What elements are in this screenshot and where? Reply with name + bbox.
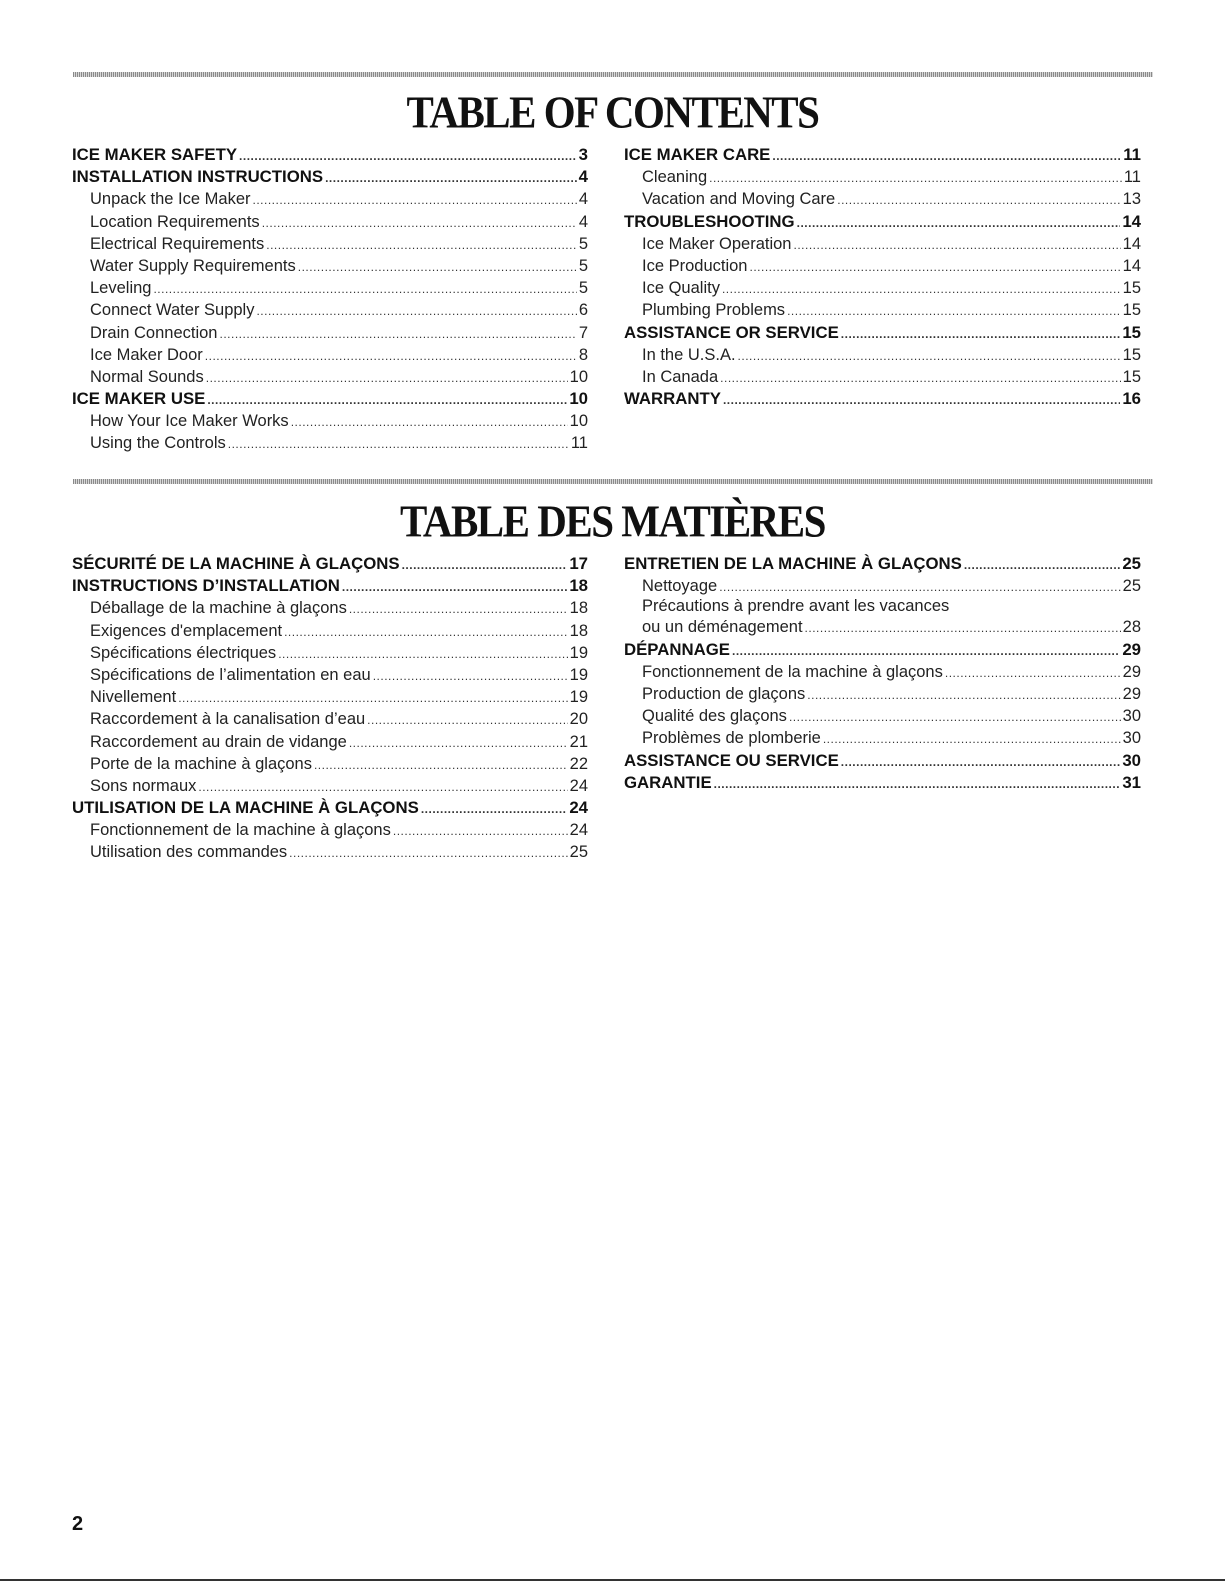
toc-page-number: 30	[1122, 750, 1141, 770]
toc-subsection-entry	[72, 432, 588, 454]
dot-leader	[325, 167, 577, 189]
dot-leader	[228, 433, 569, 455]
toc-subsection-entry	[624, 255, 1141, 277]
toc-entry-title: ICE MAKER CARE	[624, 145, 771, 164]
toc-entry-title: SÉCURITÉ DE LA MACHINE À GLAÇONS	[72, 554, 400, 573]
toc-subsection-entry	[624, 299, 1141, 321]
toc-subsection-entry	[72, 775, 588, 797]
toc-page-number: 13	[1122, 190, 1141, 209]
toc-entry-title: Nettoyage	[642, 577, 718, 596]
toc-entry-title: Utilisation des commandes	[90, 843, 288, 862]
toc-page-number: 14	[1122, 234, 1141, 253]
toc-page-number: 18	[569, 599, 588, 618]
toc-subsection-entry	[624, 344, 1141, 366]
dot-leader	[732, 640, 1120, 662]
toc-page-number: 10	[569, 389, 588, 409]
toc-entry-title: Sons normaux	[90, 776, 197, 795]
toc-subsection-entry	[72, 708, 588, 730]
dot-leader	[289, 842, 567, 864]
dot-leader	[178, 687, 567, 709]
toc-page-number: 24	[569, 798, 588, 818]
toc-subsection-entry	[624, 705, 1141, 727]
toc-page-number: 11	[1123, 145, 1141, 164]
toc-entry-title: Ice Maker Operation	[642, 234, 792, 253]
toc-entry-title: INSTRUCTIONS D’INSTALLATION	[72, 576, 340, 596]
toc-entry-title: Connect Water Supply	[90, 301, 255, 320]
toc-entry-title: Raccordement au drain de vidange	[90, 732, 347, 751]
toc-section-entry	[624, 144, 1141, 166]
toc-page-number: 25	[1122, 554, 1141, 573]
toc-section-entry	[624, 388, 1141, 410]
toc-page-number: 7	[578, 323, 588, 342]
dot-leader	[239, 145, 577, 167]
toc-page-number: 29	[1122, 639, 1141, 659]
toc-subsection-entry	[72, 233, 588, 255]
dot-leader	[807, 684, 1120, 706]
toc-page-number: 5	[578, 234, 588, 253]
dot-leader	[714, 773, 1121, 795]
toc-english-right-column	[624, 144, 1141, 410]
toc-entry-title: How Your Ice Maker Works	[90, 412, 289, 431]
dot-leader	[421, 798, 568, 820]
dot-leader	[772, 145, 1121, 167]
toc-entry-title: Ice Maker Door	[90, 345, 203, 364]
toc-page-number: 4	[578, 167, 588, 187]
dot-leader	[256, 300, 576, 322]
dot-leader	[298, 256, 577, 278]
toc-entry-title: Déballage de la machine à glaçons	[90, 599, 347, 618]
toc-page-number: 15	[1122, 301, 1141, 320]
toc-french-left-column	[72, 553, 588, 864]
toc-subsection-entry	[72, 753, 588, 775]
toc-english-title: TABLE OF CONTENTS	[406, 86, 819, 138]
dot-leader	[709, 167, 1122, 189]
toc-entry-title: Ice Quality	[642, 279, 720, 298]
toc-subsection-entry	[72, 686, 588, 708]
toc-subsection-entry	[624, 366, 1141, 388]
toc-page-number: 30	[1122, 729, 1141, 748]
toc-page-number: 6	[578, 301, 588, 320]
toc-entry-title: Electrical Requirements	[90, 234, 265, 253]
toc-subsection-entry	[624, 683, 1141, 705]
toc-section-entry	[624, 639, 1141, 661]
toc-page-number: 10	[569, 412, 588, 431]
toc-entry-title: In Canada	[642, 367, 719, 386]
dot-leader	[205, 345, 577, 367]
toc-subsection-entry	[72, 344, 588, 366]
dot-leader	[837, 189, 1120, 211]
dot-leader	[738, 345, 1121, 367]
bottom-edge-line	[0, 1579, 1225, 1581]
toc-page-number: 30	[1122, 707, 1141, 726]
dot-leader	[153, 278, 576, 300]
toc-page-number: 4	[578, 190, 588, 209]
toc-entry-line: Précautions à prendre avant les vacances	[642, 597, 950, 616]
dot-leader	[841, 751, 1121, 773]
top-divider-rule	[73, 72, 1153, 77]
toc-subsection-entry	[72, 188, 588, 210]
toc-page-number: 25	[1122, 577, 1141, 596]
dot-leader	[349, 732, 568, 754]
dot-leader	[723, 389, 1120, 411]
toc-page-number: 18	[569, 576, 588, 596]
toc-section-entry	[72, 388, 588, 410]
dot-leader	[262, 212, 577, 234]
toc-page-number: 15	[1122, 367, 1141, 386]
toc-page-number: 21	[569, 732, 588, 751]
toc-entry-title: Normal Sounds	[90, 367, 204, 386]
toc-page-number: 15	[1122, 279, 1141, 298]
toc-subsection-entry	[624, 233, 1141, 255]
toc-subsection-entry	[72, 366, 588, 388]
toc-subsection-entry	[72, 731, 588, 753]
toc-entry-title: Vacation and Moving Care	[642, 190, 836, 209]
toc-entry-title: Ice Production	[642, 256, 748, 275]
dot-leader	[841, 323, 1121, 345]
toc-entry-title: ICE MAKER SAFETY	[72, 145, 238, 164]
toc-page-number: 22	[569, 754, 588, 773]
dot-leader	[207, 389, 567, 411]
toc-entry-title: Qualité des glaçons	[642, 707, 787, 726]
toc-entry-title: Exigences d'emplacement	[90, 621, 283, 640]
toc-entry-title: Problèmes de plomberie	[642, 729, 821, 748]
toc-page-number: 28	[1122, 618, 1141, 637]
toc-page-number: 14	[1122, 211, 1141, 231]
toc-page-number: 29	[1122, 684, 1141, 703]
toc-page-number: 24	[569, 821, 588, 840]
toc-subsection-entry	[72, 597, 588, 619]
toc-page-number: 11	[570, 434, 588, 453]
toc-subsection-entry	[624, 166, 1141, 188]
toc-subsection-entry	[624, 188, 1141, 210]
dot-leader	[342, 576, 567, 598]
dot-leader	[266, 234, 577, 256]
dot-leader	[719, 576, 1120, 598]
dot-leader	[291, 411, 568, 433]
toc-entry-title: Plumbing Problems	[642, 301, 786, 320]
toc-entry-title: Water Supply Requirements	[90, 256, 296, 275]
toc-entry-title: Spécifications électriques	[90, 643, 277, 662]
dot-leader	[749, 256, 1120, 278]
dot-leader	[823, 728, 1121, 750]
toc-page-number: 19	[569, 688, 588, 707]
toc-entry-title: UTILISATION DE LA MACHINE À GLAÇONS	[72, 798, 419, 818]
toc-section-entry	[624, 322, 1141, 344]
toc-section-entry	[72, 144, 588, 166]
toc-page-number: 19	[569, 643, 588, 662]
toc-page-number: 19	[569, 665, 588, 684]
dot-leader	[278, 643, 567, 665]
page-number: 2	[72, 1513, 84, 1535]
dot-leader	[805, 617, 1121, 639]
toc-page-number: 17	[569, 554, 588, 573]
toc-section-entry	[624, 211, 1141, 233]
toc-french-title: TABLE DES MATIÈRES	[400, 495, 825, 547]
toc-subsection-entry	[624, 661, 1141, 683]
toc-entry-title: Drain Connection	[90, 323, 218, 342]
toc-entry-title: INSTALLATION INSTRUCTIONS	[72, 167, 324, 187]
dot-leader	[393, 820, 568, 842]
toc-english-left-column	[72, 144, 588, 455]
toc-page-number: 15	[1122, 345, 1141, 364]
toc-subsection-entry	[72, 642, 588, 664]
toc-entry-title: ENTRETIEN DE LA MACHINE À GLAÇONS	[624, 554, 962, 573]
toc-entry-title: Cleaning	[642, 168, 708, 187]
toc-entry-title: ASSISTANCE OR SERVICE	[624, 322, 839, 342]
toc-page-number: 10	[569, 367, 588, 386]
toc-subsection-entry	[72, 255, 588, 277]
dot-leader	[253, 189, 577, 211]
toc-entry-title: In the U.S.A.	[642, 345, 736, 364]
dot-leader	[722, 278, 1121, 300]
dot-leader	[720, 367, 1120, 389]
dot-leader	[787, 300, 1121, 322]
dot-leader	[373, 665, 568, 687]
toc-subsection-entry	[624, 616, 1141, 638]
toc-subsection-entry	[72, 211, 588, 233]
toc-entry-title: Nivellement	[90, 688, 177, 707]
toc-entry-title: Fonctionnement de la machine à glaçons	[90, 821, 391, 840]
dot-leader	[789, 706, 1121, 728]
toc-entry-title: Using the Controls	[90, 434, 226, 453]
toc-page-number: 16	[1122, 389, 1141, 409]
toc-page-number: 31	[1122, 772, 1141, 792]
toc-entry-title: Raccordement à la canalisation d’eau	[90, 710, 366, 729]
toc-page-number: 29	[1122, 662, 1141, 681]
toc-entry-title: Spécifications de l’alimentation en eau	[90, 665, 371, 684]
toc-page-number: 4	[578, 212, 588, 231]
toc-section-entry	[624, 750, 1141, 772]
dot-leader	[793, 234, 1120, 256]
dot-leader	[367, 709, 567, 731]
toc-entry-title: Unpack the Ice Maker	[90, 190, 251, 209]
toc-subsection-entry	[624, 277, 1141, 299]
toc-subsection-entry	[624, 727, 1141, 749]
toc-entry-title: Production de glaçons	[642, 684, 806, 703]
toc-entry-title: WARRANTY	[624, 389, 721, 409]
toc-subsection-entry	[624, 575, 1141, 597]
toc-entry-title: ASSISTANCE OU SERVICE	[624, 750, 839, 770]
toc-page-number: 14	[1122, 256, 1141, 275]
toc-entry-title: Leveling	[90, 279, 152, 298]
dot-leader	[206, 367, 568, 389]
toc-subsection-entry	[72, 322, 588, 344]
dot-leader	[284, 621, 568, 643]
toc-page-number: 3	[578, 145, 588, 164]
toc-page-number: 11	[1123, 168, 1141, 187]
toc-section-entry	[624, 553, 1141, 575]
toc-page-number: 20	[569, 710, 588, 729]
dot-leader	[314, 754, 568, 776]
toc-section-entry	[72, 553, 588, 575]
toc-entry-title: TROUBLESHOOTING	[624, 211, 795, 231]
toc-entry-title: DÉPANNAGE	[624, 639, 730, 659]
dot-leader	[349, 598, 568, 620]
toc-subsection-entry	[72, 664, 588, 686]
toc-subsection-entry	[72, 299, 588, 321]
toc-french-right-column	[624, 553, 1141, 794]
dot-leader	[797, 212, 1121, 234]
toc-subsection-entry	[72, 277, 588, 299]
toc-section-entry	[72, 575, 588, 597]
middle-divider-rule	[73, 479, 1153, 484]
dot-leader	[220, 323, 577, 345]
toc-page-number: 5	[578, 256, 588, 275]
toc-subsection-entry	[72, 410, 588, 432]
dot-leader	[964, 554, 1121, 576]
toc-subsection-entry	[72, 841, 588, 863]
toc-entry-title: ICE MAKER USE	[72, 389, 206, 409]
toc-entry-title: Porte de la machine à glaçons	[90, 754, 312, 773]
toc-page-number: 15	[1122, 322, 1141, 342]
toc-page-number: 5	[578, 279, 588, 298]
toc-entry-title: Location Requirements	[90, 212, 260, 231]
toc-entry-title: ou un déménagement	[642, 618, 803, 637]
toc-subsection-entry	[72, 819, 588, 841]
dot-leader	[198, 776, 567, 798]
toc-page-number: 8	[578, 345, 588, 364]
toc-page-number: 24	[569, 776, 588, 795]
dot-leader	[945, 662, 1121, 684]
toc-section-entry	[624, 772, 1141, 794]
toc-subsection-entry	[72, 620, 588, 642]
toc-page-number: 25	[569, 843, 588, 862]
dot-leader	[402, 554, 568, 576]
toc-page-number: 18	[569, 621, 588, 640]
toc-section-entry	[72, 166, 588, 188]
toc-section-entry	[72, 797, 588, 819]
toc-entry-title: Fonctionnement de la machine à glaçons	[642, 662, 943, 681]
toc-entry-title: GARANTIE	[624, 772, 712, 792]
